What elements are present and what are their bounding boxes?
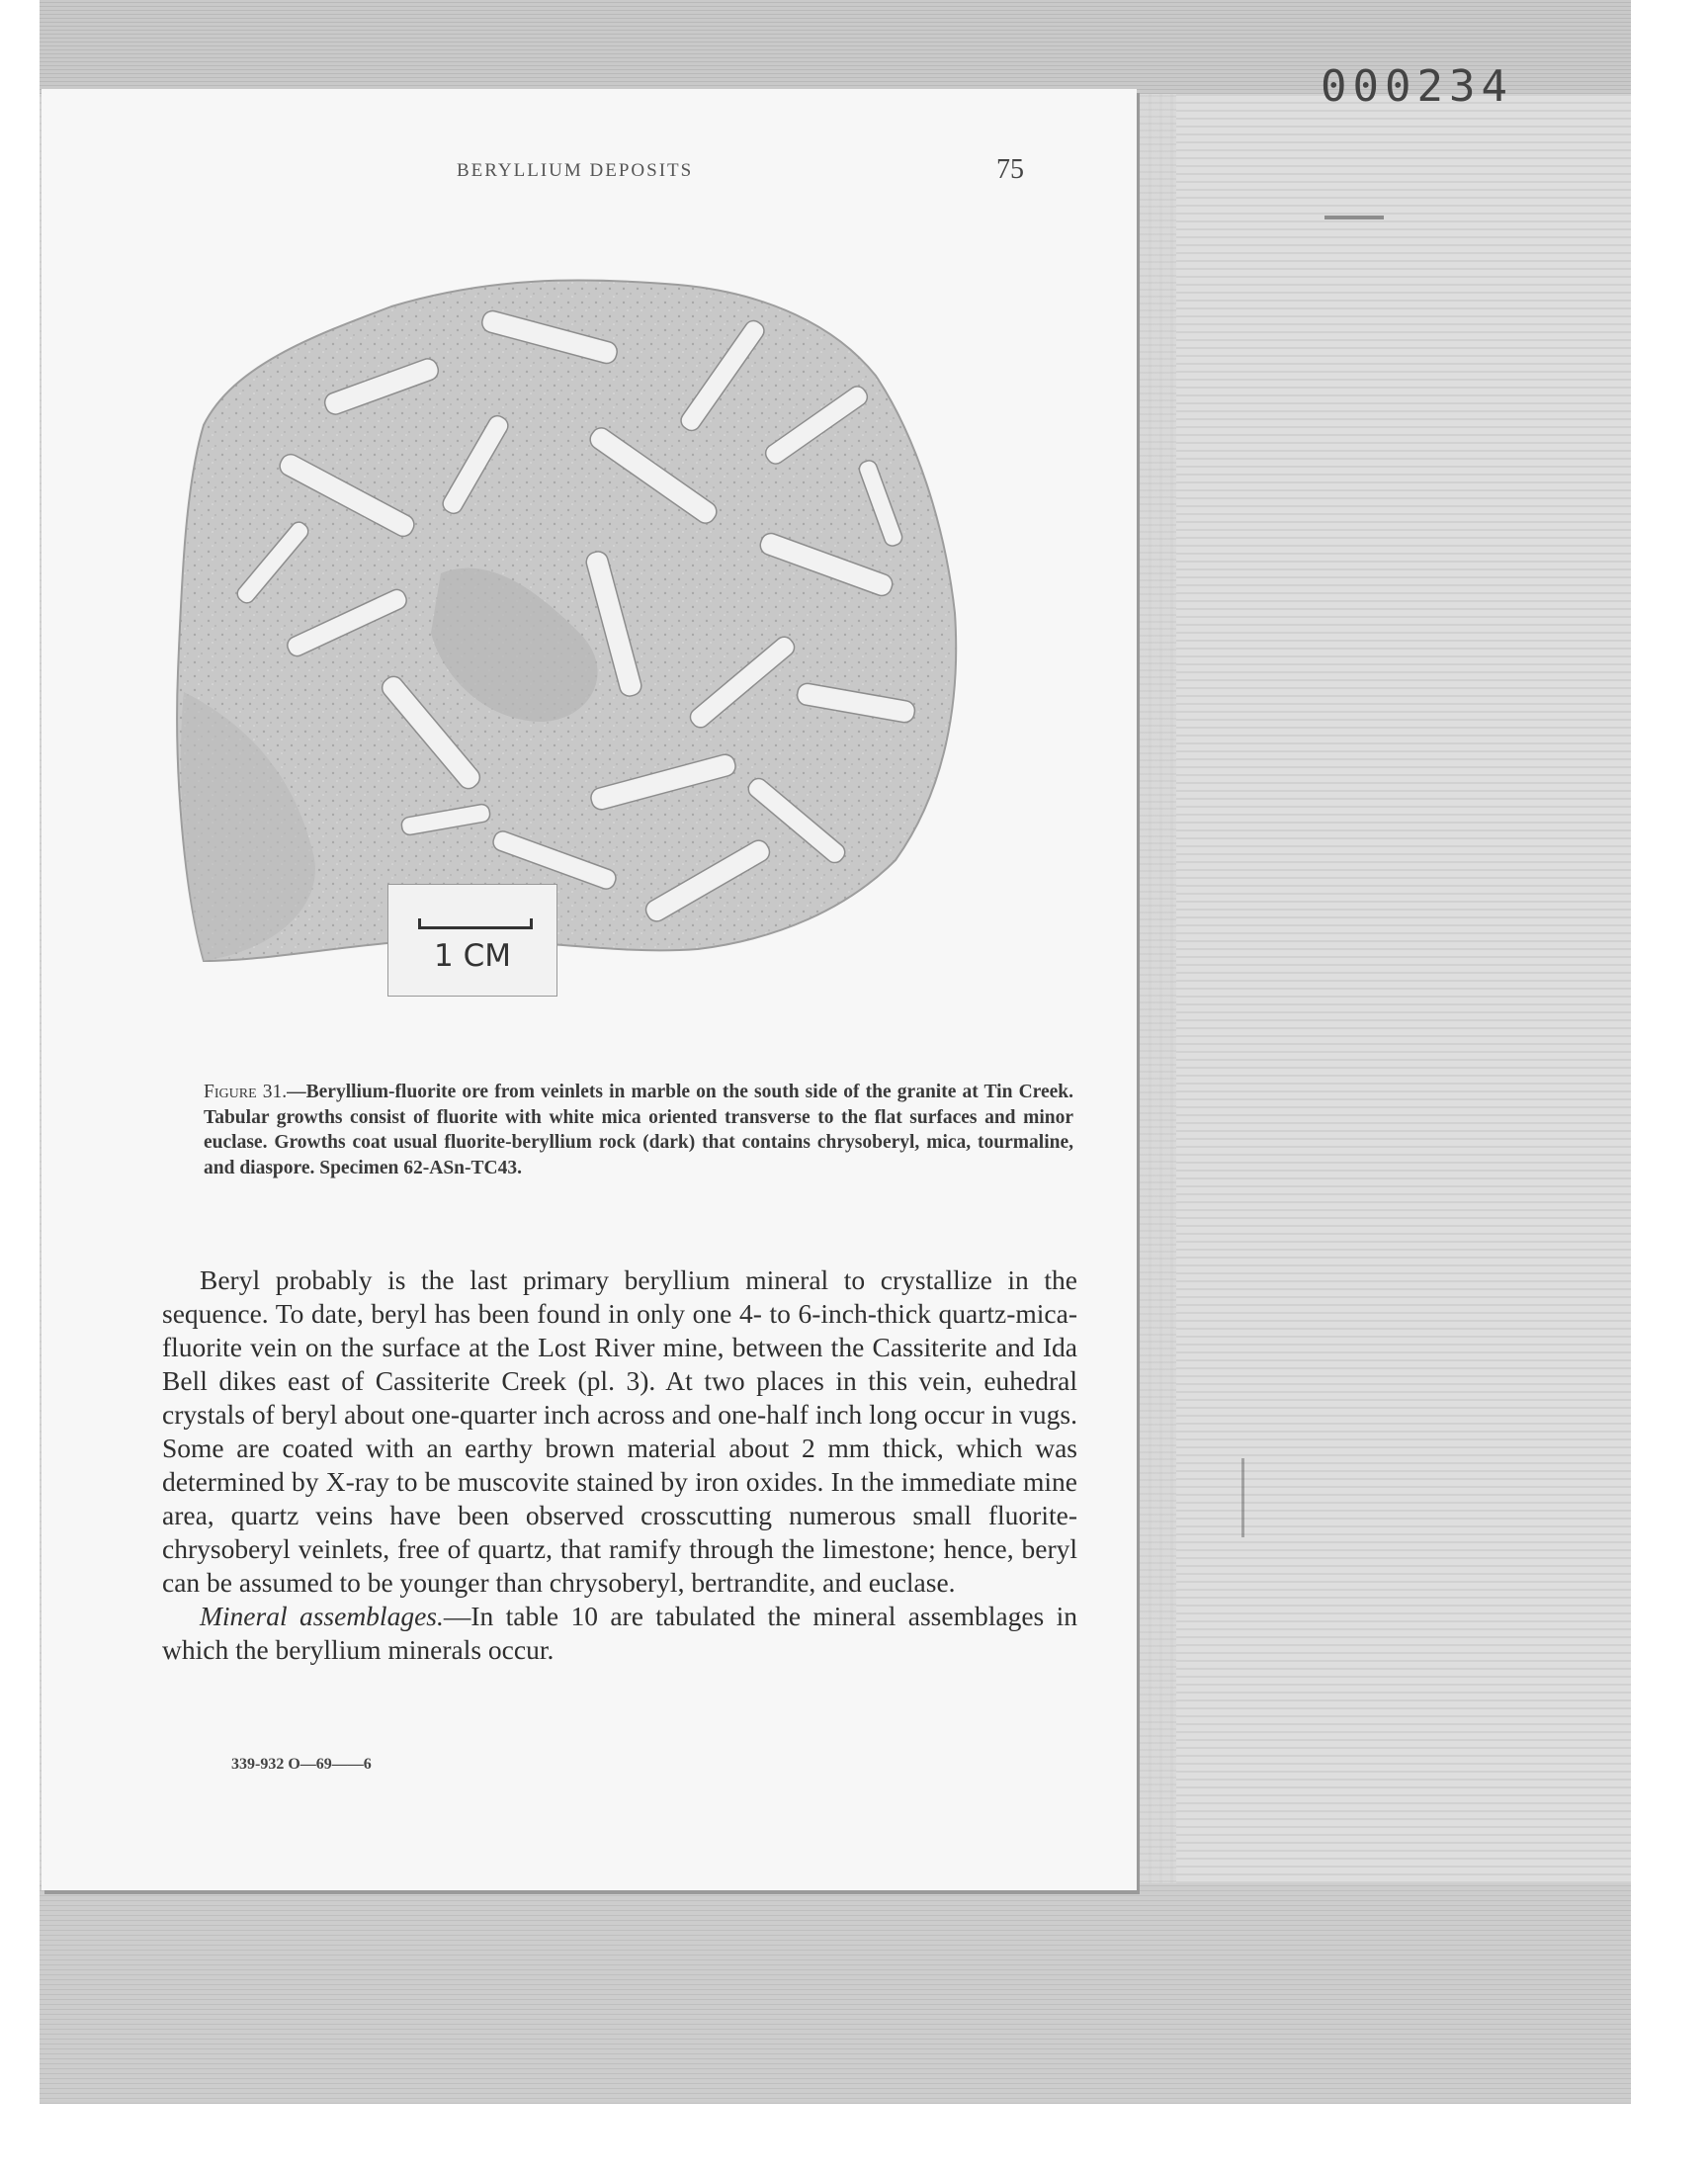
scan-right-band (1176, 94, 1631, 1883)
scale-label: 1 CM (434, 938, 511, 974)
scale-bar (418, 918, 533, 929)
scan-bottom-band (40, 1883, 1631, 2104)
scan-mark (1324, 216, 1384, 219)
figure-caption-text: —Beryllium-fluorite ore from veinlets in marble on the south side of the granite at Tin Creek. Tabular growths consist of fluorite with white mica oriented transverse to the flat surfaces and minor euclase. Growths coat usual fluorite-beryllium rock (dark) that contains chrysoberyl, mica, tourmaline, and diaspore. Specimen 62-ASn-TC43. (204, 1082, 1073, 1178)
specimen-image (164, 257, 1083, 1068)
paragraph: Beryl probably is the last primary beryllium mineral to crystallize in the sequence. To date, beryl has been found in only one 4- to 6-inch-thick quartz-mica-fluorite vein on the surface at the Lost River mine, between the Cassiterite and Ida Bell dikes east of Cassiterite Creek (pl. 3). At two places in this vein, euhedral crystals of beryl about one-quarter inch across and one-half inch long occur in vugs. Some are coated with an earthy brown material about 2 mm thick, which was determined by X-ray to be muscovite stained by iron oxides. In the immediate mine area, quartz veins have been observed crosscutting numerous small fluorite-chrysoberyl veinlets, free of quartz, that ramify through the limestone; hence, beryl can be assumed to be younger than chrysoberyl, bertrandite, and euclase. (162, 1264, 1077, 1598)
figure-caption (204, 1080, 1073, 1180)
scale-bar-box (387, 884, 557, 997)
page-number: 75 (996, 154, 1024, 185)
paragraph (162, 1600, 1077, 1667)
specimen-photograph (164, 257, 1083, 1068)
paragraph-text: —In table 10 are tabulated the mineral assemblages in which the beryllium minerals occur. (162, 1601, 1077, 1665)
figure-label: Figure 31. (204, 1082, 288, 1102)
scan-mark (1241, 1458, 1244, 1537)
stamp-number: 000234 (1321, 61, 1513, 112)
running-head: BERYLLIUM DEPOSITS (457, 160, 694, 181)
printer-line: 339-932 O—69——6 (231, 1756, 372, 1773)
paragraph-heading: Mineral assemblages. (200, 1601, 444, 1631)
body-text (162, 1263, 1077, 1667)
document-page (42, 89, 1137, 1890)
